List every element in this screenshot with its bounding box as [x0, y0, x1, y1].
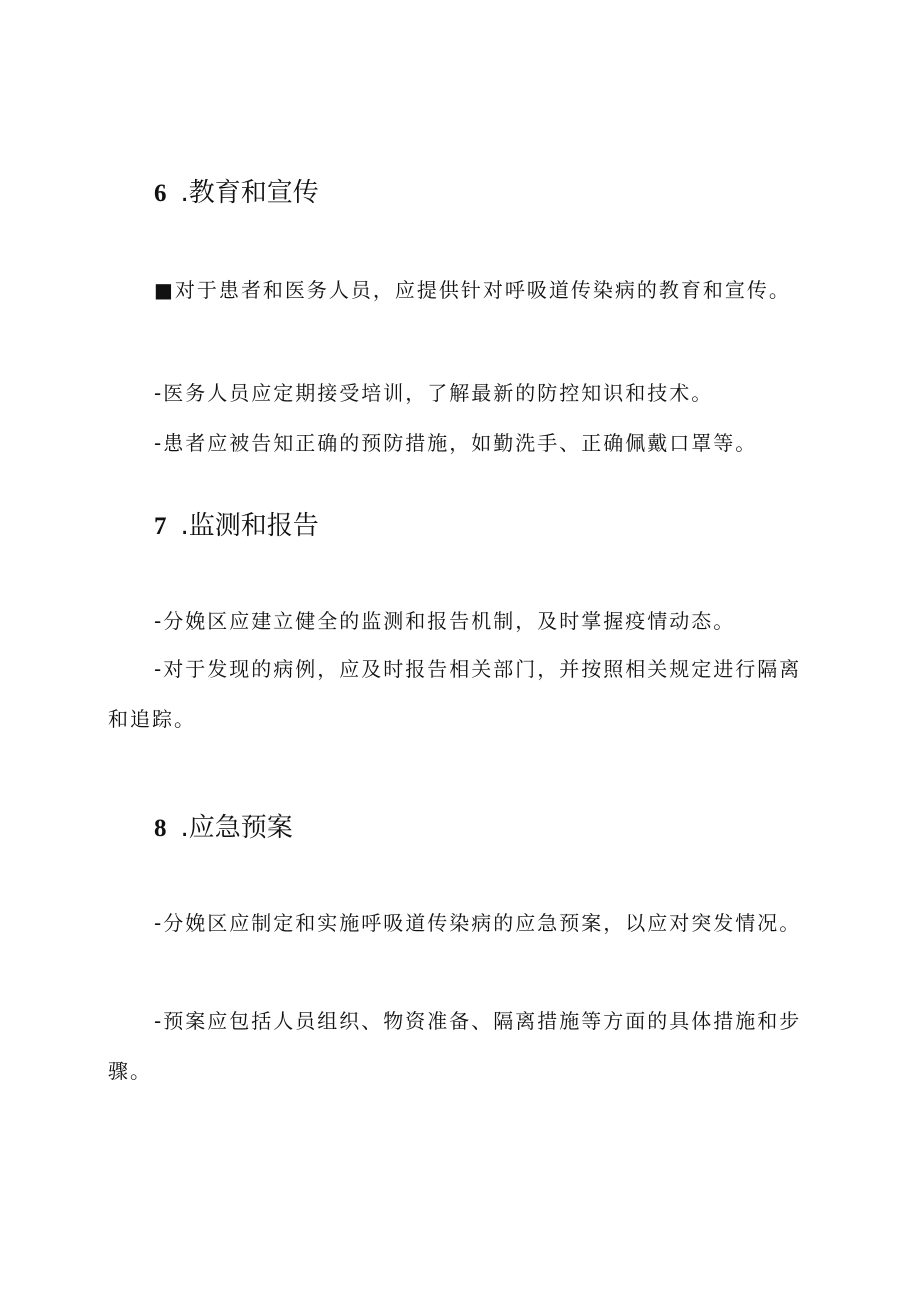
paragraph: -分娩区应制定和实施呼吸道传染病的应急预案，以应对突发情况。	[154, 911, 802, 935]
paragraph: -预案应包括人员组织、物资准备、隔离措施等方面的具体措施和步骤。	[108, 1009, 802, 1083]
section-title: .监测和报告	[180, 511, 319, 541]
section-heading-7	[154, 511, 319, 542]
section-number: 6	[154, 180, 167, 207]
section-title: .教育和宣传	[180, 178, 319, 208]
section-heading-6	[154, 178, 319, 209]
paragraph: -分娩区应建立健全的监测和报告机制，及时掌握疫情动态。	[154, 609, 736, 633]
paragraph: -患者应被告知正确的预防措施，如勤洗手、正确佩戴口罩等。	[154, 431, 758, 455]
section-title: .应急预案	[180, 813, 293, 843]
paragraph: -对于发现的病例，应及时报告相关部门，并按照相关规定进行隔离和追踪。	[108, 657, 802, 731]
section-number: 7	[154, 513, 167, 540]
section-number: 8	[154, 815, 167, 842]
section-heading-8	[154, 813, 293, 844]
paragraph: ■对于患者和医务人员，应提供针对呼吸道传染病的教育和宣传。	[154, 278, 791, 302]
paragraph: -医务人员应定期接受培训，了解最新的防控知识和技术。	[154, 381, 714, 405]
